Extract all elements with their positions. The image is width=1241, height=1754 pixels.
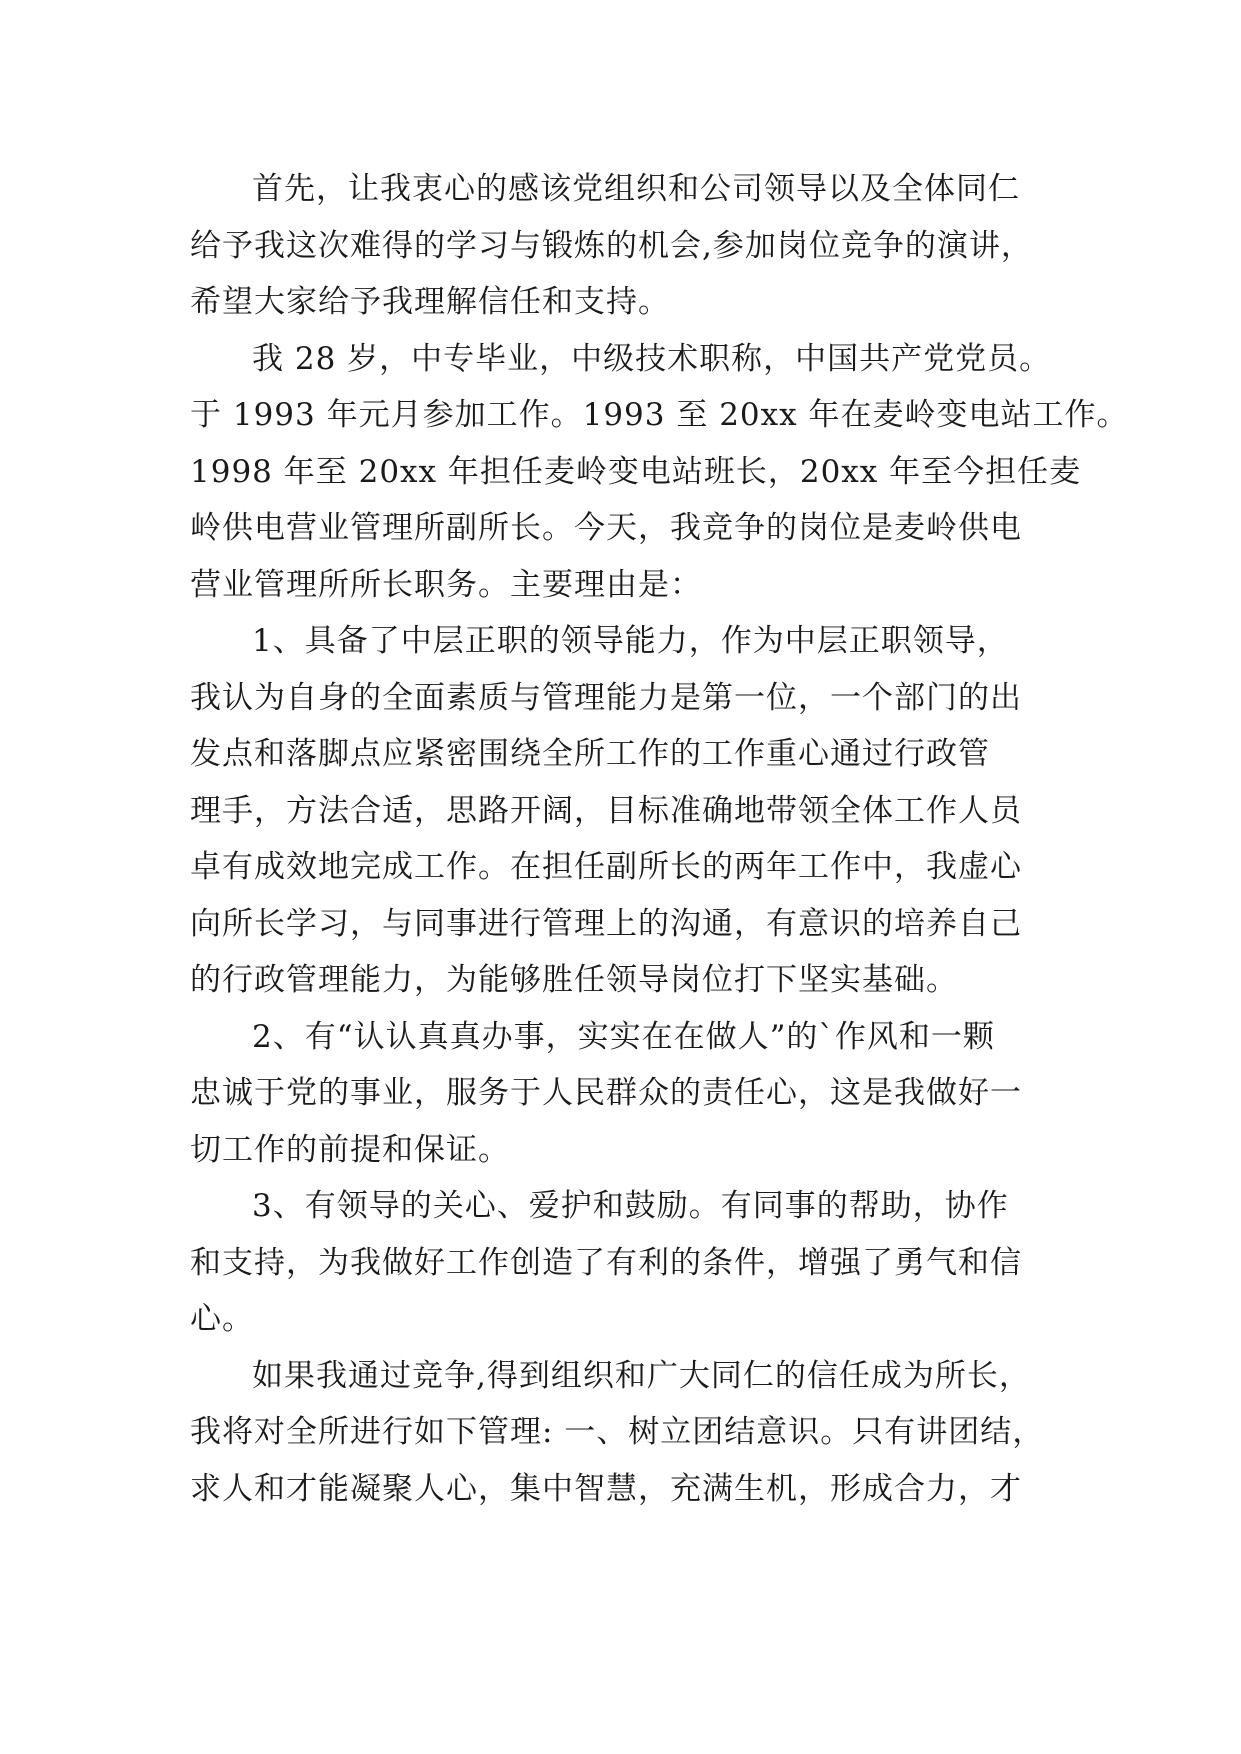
text-line: 求人和才能凝聚人心，集中智慧，充满生机，形成合力，才 xyxy=(190,1470,1022,1507)
text-line: 理手，方法合适，思路开阔，目标准确地带领全体工作人员 xyxy=(190,792,1022,829)
text-line: 的行政管理能力，为能够胜任领导岗位打下坚实基础。 xyxy=(190,962,958,998)
text-line: 向所长学习，与同事进行管理上的沟通，有意识的培养自己 xyxy=(190,905,1022,942)
text-line: 给予我这次难得的学习与锻炼的机会,参加岗位竞争的演讲， xyxy=(190,227,1033,264)
text-line: 切工作的前提和保证。 xyxy=(190,1131,510,1168)
text-line: 1、具备了中层正职的领导能力，作为中层正职领导， xyxy=(252,623,1009,659)
text-line: 我将对全所进行如下管理: 一、树立团结意识。只有讲团结， xyxy=(190,1414,1045,1450)
text-line: 发点和落脚点应紧密围绕全所工作的工作重心通过行政管 xyxy=(190,736,990,772)
text-line: 营业管理所所长职务。主要理由是： xyxy=(190,566,702,603)
text-line: 如果我通过竞争,得到组织和广大同仁的信任成为所长， xyxy=(252,1357,1031,1394)
text-line: 我认为自身的全面素质与管理能力是第一位，一个部门的出 xyxy=(190,679,1022,716)
text-line: 3、有领导的关心、爱护和鼓励。有同事的帮助，协作 xyxy=(252,1188,1009,1224)
text-line: 于 1993 年元月参加工作。1993 至 20xx 年在麦岭变电站工作。 xyxy=(190,397,1129,433)
text-line: 心。 xyxy=(190,1301,254,1337)
text-line: 我 28 岁，中专毕业，中级技术职称，中国共产党党员。 xyxy=(252,340,1052,377)
text-line: 忠诚于党的事业，服务于人民群众的责任心，这是我做好一 xyxy=(190,1075,1022,1111)
text-line: 岭供电营业管理所副所长。今天，我竞争的岗位是麦岭供电 xyxy=(190,510,1022,546)
text-line: 2、有“认认真真办事，实实在在做人”的`作风和一颗 xyxy=(252,1018,995,1055)
text-line: 卓有成效地完成工作。在担任副所长的两年工作中，我虚心 xyxy=(190,849,1022,885)
text-line: 首先，让我衷心的感该党组织和公司领导以及全体同仁 xyxy=(252,171,1020,207)
text-line: 和支持，为我做好工作创造了有利的条件，增强了勇气和信 xyxy=(190,1244,1022,1281)
document-body xyxy=(190,161,1129,1517)
text-line: 希望大家给予我理解信任和支持。 xyxy=(190,284,670,320)
text-line: 1998 年至 20xx 年担任麦岭变电站班长，20xx 年至今担任麦 xyxy=(190,453,1082,490)
